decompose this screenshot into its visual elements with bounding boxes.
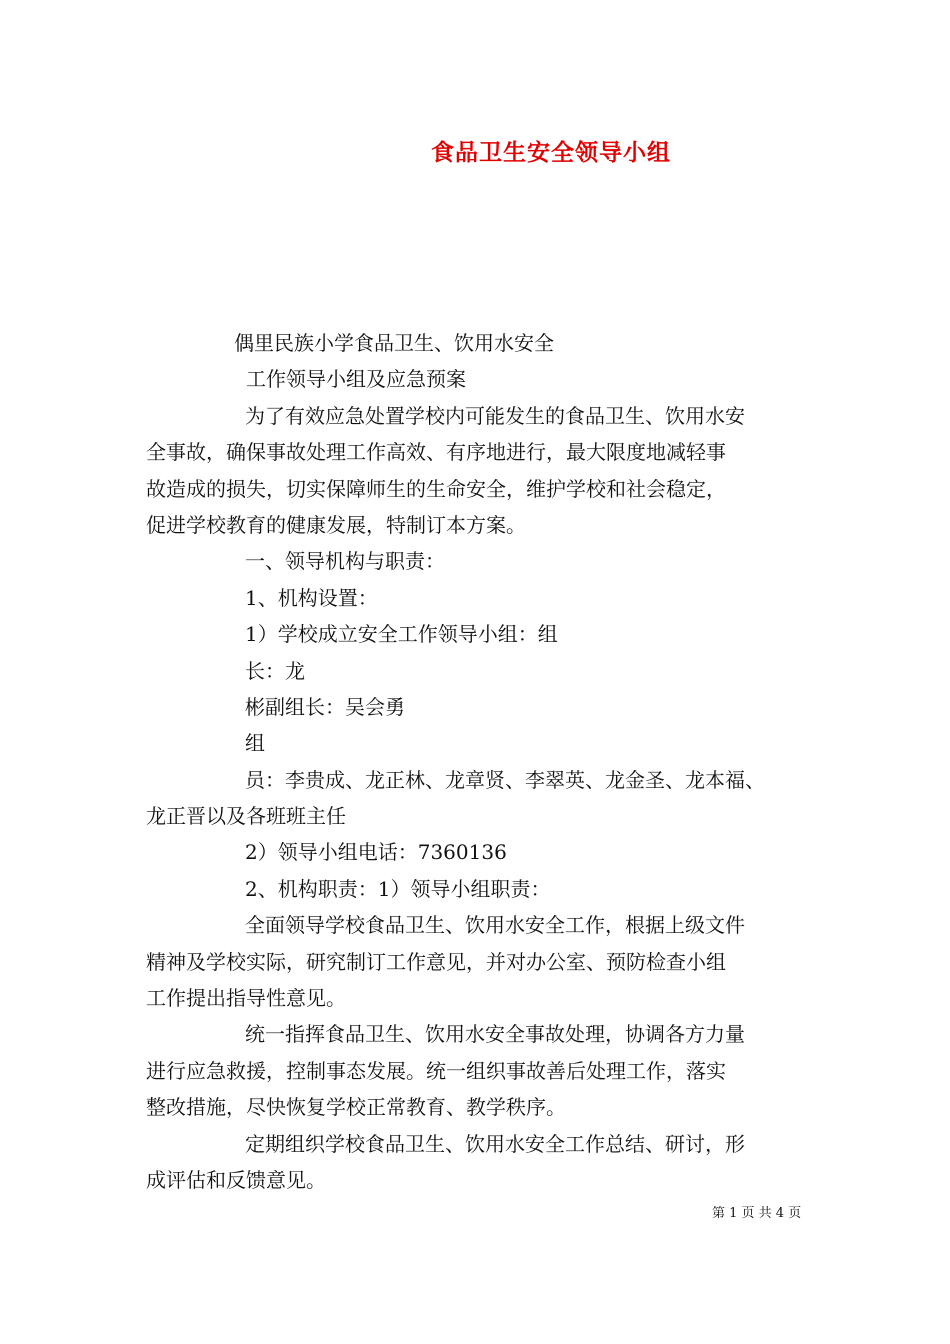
body-line: 全事故，确保事故处理工作高效、有序地进行，最大限度地减轻事 <box>146 440 726 465</box>
body-line: 1）学校成立安全工作领导小组：组 <box>245 622 558 647</box>
body-line: 成评估和反馈意见。 <box>146 1167 326 1192</box>
body-line: 为了有效应急处置学校内可能发生的食品卫生、饮用水安 <box>245 403 745 428</box>
document-title: 食品卫生安全领导小组 <box>431 140 671 166</box>
body-line: 一、领导机构与职责： <box>245 549 445 574</box>
page-footer: 第 1 页 共 4 页 <box>712 1206 802 1221</box>
body-line: 工作领导小组及应急预案 <box>246 367 466 392</box>
body-line: 彬副组长：吴会勇 <box>245 694 405 719</box>
body-line: 定期组织学校食品卫生、饮用水安全工作总结、研讨，形 <box>245 1131 745 1156</box>
body-line: 工作提出指导性意见。 <box>146 986 346 1011</box>
body-line: 组 <box>245 731 265 756</box>
body-line: 员：李贵成、龙正林、龙章贤、李翠英、龙金圣、龙本福、 <box>245 767 765 792</box>
body-line: 整改措施，尽快恢复学校正常教育、教学秩序。 <box>146 1095 566 1120</box>
body-line: 统一指挥食品卫生、饮用水安全事故处理，协调各方力量 <box>245 1022 745 1047</box>
body-line: 2）领导小组电话：7360136 <box>245 840 507 865</box>
body-line: 龙正晋以及各班班主任 <box>146 804 346 829</box>
body-line: 2、机构职责：1）领导小组职责： <box>245 876 551 901</box>
body-line: 全面领导学校食品卫生、饮用水安全工作，根据上级文件 <box>245 913 745 938</box>
body-line: 偶里民族小学食品卫生、饮用水安全 <box>234 331 554 355</box>
body-line: 故造成的损失，切实保障师生的生命安全，维护学校和社会稳定， <box>146 476 726 501</box>
body-line: 进行应急救援，控制事态发展。统一组织事故善后处理工作，落实 <box>146 1058 726 1083</box>
body-line: 1、机构设置： <box>245 585 378 610</box>
body-line: 精神及学校实际，研究制订工作意见，并对办公室、预防检查小组 <box>146 949 726 974</box>
body-line: 长：龙 <box>245 658 305 683</box>
document-body <box>146 325 818 1198</box>
body-line: 促进学校教育的健康发展，特制订本方案。 <box>146 512 526 537</box>
